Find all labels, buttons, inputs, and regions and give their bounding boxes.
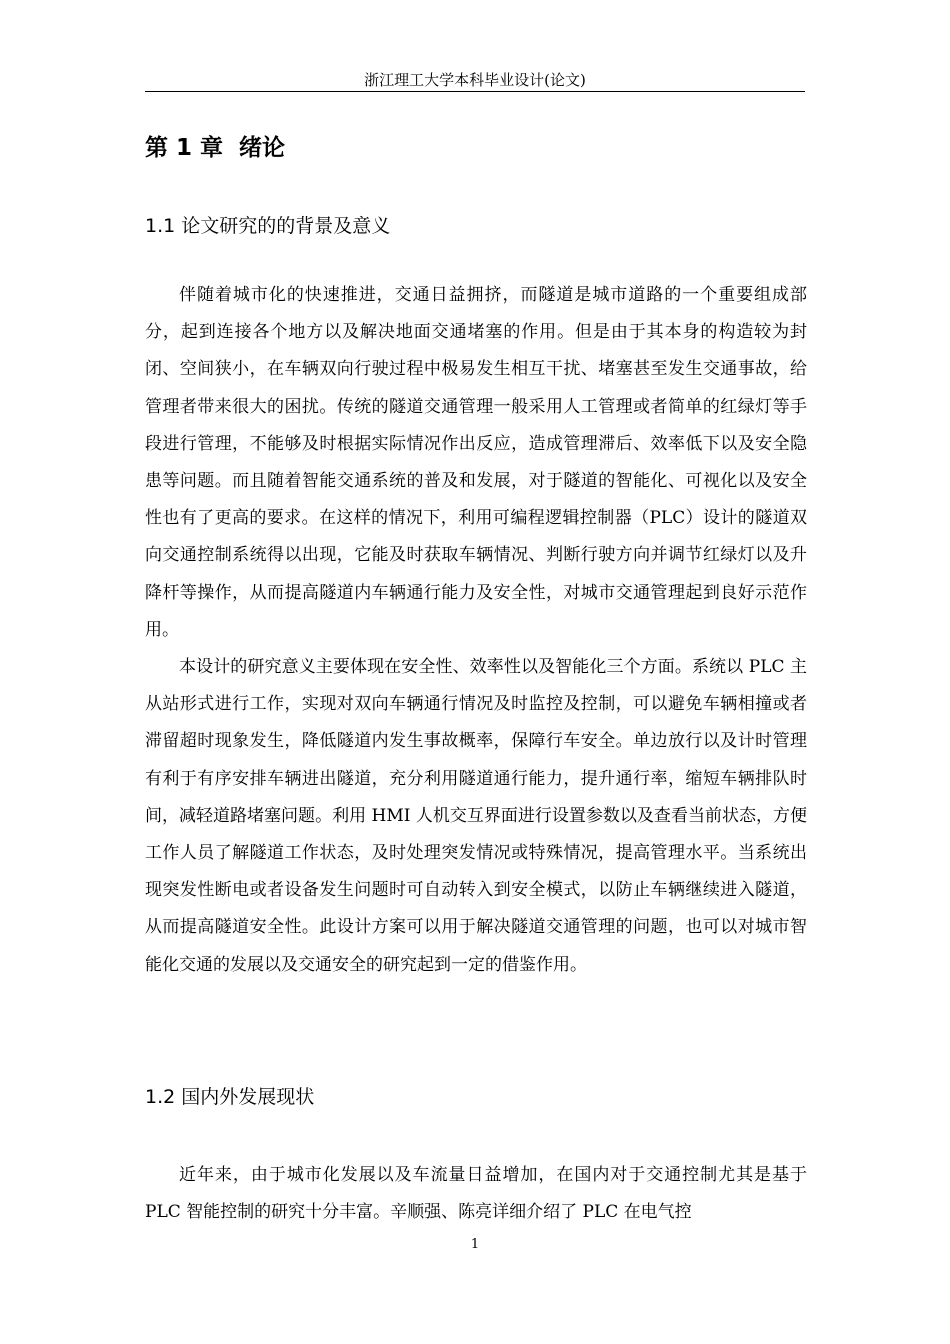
- paragraph-status: 近年来，由于城市化发展以及车流量日益增加，在国内对于交通控制尤其是基于 PLC 智能控制的研究十分丰富。辛顺强、陈亮详细介绍了 PLC 在电气控: [145, 1165, 807, 1223]
- section-title-1-1: 1.1 论文研究的的背景及意义: [145, 215, 391, 237]
- page-number: 1: [470, 1237, 480, 1252]
- header-rule: [145, 91, 805, 92]
- section-title-1-2: 1.2 国内外发展现状: [145, 1086, 315, 1108]
- paragraph-significance: 本设计的研究意义主要体现在安全性、效率性以及智能化三个方面。系统以 PLC 主从站形式进行工作，实现对双向车辆通行情况及时监控及控制，可以避免车辆相撞或者滞留超时现象发生，降低隧道内发生事故概率，保障行车安全。单边放行以及计时管理有利于有序安排车辆进出隧道，充分利用隧道通行能力，提升通行率，缩短车辆排队时间，减轻道路堵塞问题。利用 HMI 人机交互界面进行设置参数以及查看当前状态，方便工作人员了解隧道工作状态，及时处理突发情况或特殊情况，提高管理水平。当系统出现突发性断电或者设备发生问题时可自动转入到安全模式，以防止车辆继续进入隧道，从而提高隧道安全性。此设计方案可以用于解决隧道交通管理的问题，也可以对城市智能化交通的发展以及交通安全的研究起到一定的借鉴作用。: [145, 657, 807, 975]
- section-1-1-body: [145, 277, 807, 984]
- section-1-2-body: [145, 1157, 807, 1231]
- chapter-title: 第 1 章 绪论: [145, 135, 286, 161]
- page-header: 浙江理工大学本科毕业设计(论文): [364, 71, 586, 89]
- paragraph-background: 伴随着城市化的快速推进，交通日益拥挤，而隧道是城市道路的一个重要组成部分，起到连接各个地方以及解决地面交通堵塞的作用。但是由于其本身的构造较为封闭、空间狭小，在车辆双向行驶过程中极易发生相互干扰、堵塞甚至发生交通事故，给管理者带来很大的困扰。传统的隧道交通管理一般采用人工管理或者简单的红绿灯等手段进行管理，不能够及时根据实际情况作出反应，造成管理滞后、效率低下以及安全隐患等问题。而且随着智能交通系统的普及和发展，对于隧道的智能化、可视化以及安全性也有了更高的要求。在这样的情况下，利用可编程逻辑控制器（PLC）设计的隧道双向交通控制系统得以出现，它能及时获取车辆情况、判断行驶方向并调节红绿灯以及升降杆等操作，从而提高隧道内车辆通行能力及安全性，对城市交通管理起到良好示范作用。: [145, 285, 807, 640]
